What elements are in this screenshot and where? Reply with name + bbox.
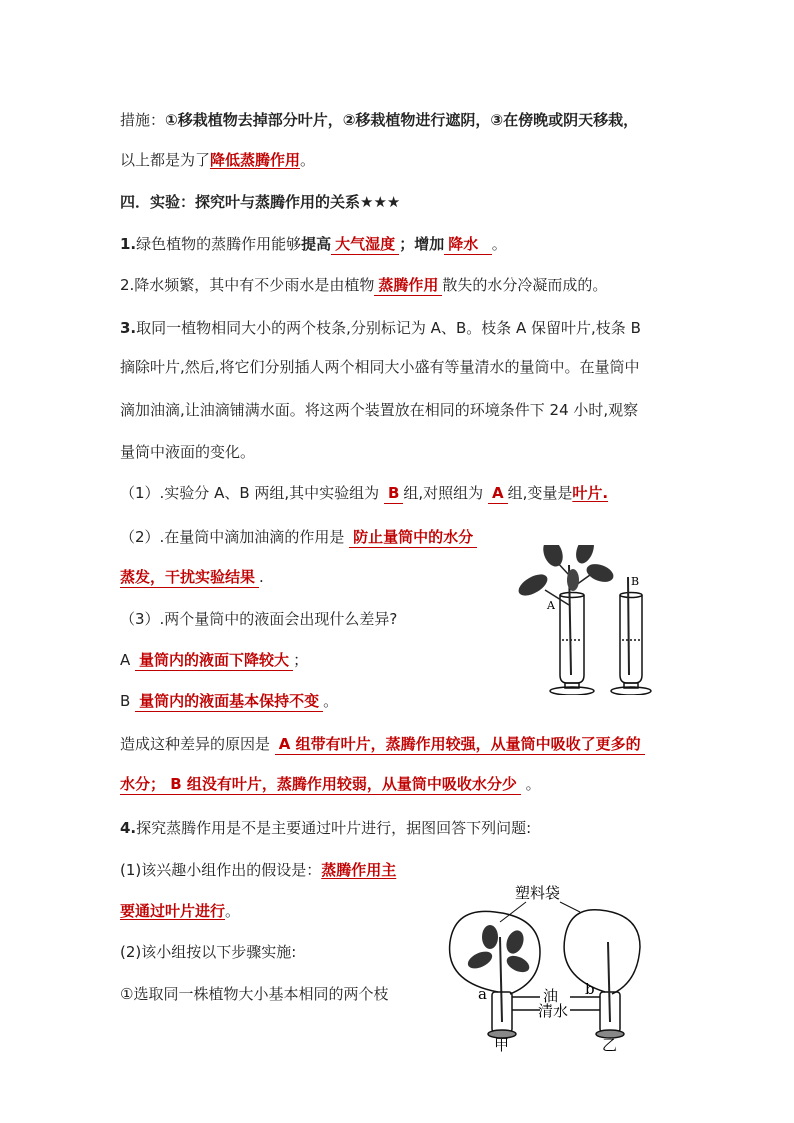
bag-jia — [450, 911, 540, 994]
label-water: 清水 — [538, 1002, 569, 1020]
q3-sub2: （2）.在量筒中滴加油滴的作用是 防止量筒中的水分 — [120, 527, 477, 548]
q3-reason-cont: 水分； B 组没有叶片，蒸腾作用较弱，从量筒中吸收水分少 。 — [120, 775, 541, 793]
question-2: 2.降水频繁，其中有不少雨水是由植物 蒸腾作用 散失的水分冷凝而成的。 — [120, 276, 608, 294]
branch-a-with-leaves — [515, 545, 616, 675]
question-4: 4.探究蒸腾作用是不是主要通过叶片进行，据图回答下列问题: — [120, 819, 532, 837]
q3-sub2-cont: 蒸发，干扰实验结果 . — [120, 568, 264, 586]
answer-transpiration: 蒸腾作用 — [378, 276, 439, 294]
q3-answer-b: B 量筒内的液面基本保持不变 。 — [120, 692, 339, 710]
question-1: 1.绿色植物的蒸腾作用能够提高 大气湿度 ；增加 降水 。 — [120, 235, 507, 253]
cylinder-a — [550, 593, 594, 696]
q4-sub1-cont: 要通过叶片进行。 — [120, 902, 241, 920]
q3-answer-a: A 量筒内的液面下降较大 ； — [120, 651, 309, 669]
label-jia: 甲 — [494, 1036, 510, 1052]
label-yi: 乙 — [602, 1036, 618, 1052]
answer-rain: 降水 — [448, 235, 479, 253]
q4-sub3: ①选取同一株植物大小基本相同的两个枝 — [120, 985, 389, 1003]
question-3-line4: 量筒中液面的变化。 — [120, 443, 256, 461]
bag-yi — [564, 910, 640, 994]
question-3-line3: 滴加油滴,让油滴铺满水面。将这两个装置放在相同的环境条件下 24 小时,观察 — [120, 401, 639, 419]
q4-sub2: (2)该小组按以下步骤实施: — [120, 943, 297, 961]
answer-humidity: 大气湿度 — [335, 235, 396, 253]
question-3-line1: 3.取同一植物相同大小的两个枝条,分别标记为 A、B。枝条 A 保留叶片,枝条 B — [120, 319, 641, 337]
plastic-bag-figure — [440, 882, 660, 1052]
purpose-line: 以上都是为了降低蒸腾作用。 — [120, 151, 316, 169]
section-heading: 四．实验：探究叶与蒸腾作用的关系★★★ — [120, 193, 401, 211]
label-b: b — [585, 980, 595, 998]
q4-sub1: (1)该兴趣小组作出的假设是：蒸腾作用主 — [120, 861, 397, 879]
label-oil: 油 — [543, 987, 559, 1005]
figure-label-b: B — [631, 575, 640, 588]
measures-line: 措施：①移栽植物去掉部分叶片，②移栽植物进行遮阴，③在傍晚或阴天移栽， — [120, 111, 639, 129]
label-a: a — [478, 985, 487, 1003]
label-plastic-bag: 塑料袋 — [515, 884, 561, 902]
q3-sub1: （1）.实验分 A、B 两组,其中实验组为 B 组,对照组为 A 组,变量是叶片. — [120, 484, 609, 502]
cylinder-b — [611, 577, 651, 695]
q3-reason: 造成这种差异的原因是 A 组带有叶片，蒸腾作用较强，从量筒中吸收了更多的 — [120, 734, 645, 755]
cylinder-experiment-figure — [505, 545, 665, 695]
q3-sub3: （3）.两个量筒中的液面会出现什么差异? — [120, 610, 398, 628]
figure-label-a: A — [547, 599, 555, 612]
question-3-line2: 摘除叶片,然后,将它们分别插人两个相同大小盛有等量清水的量筒中。在量筒中 — [120, 358, 640, 376]
answer-reduce-transpiration: 降低蒸腾作用 — [210, 151, 301, 169]
plant-jia — [465, 925, 532, 1022]
